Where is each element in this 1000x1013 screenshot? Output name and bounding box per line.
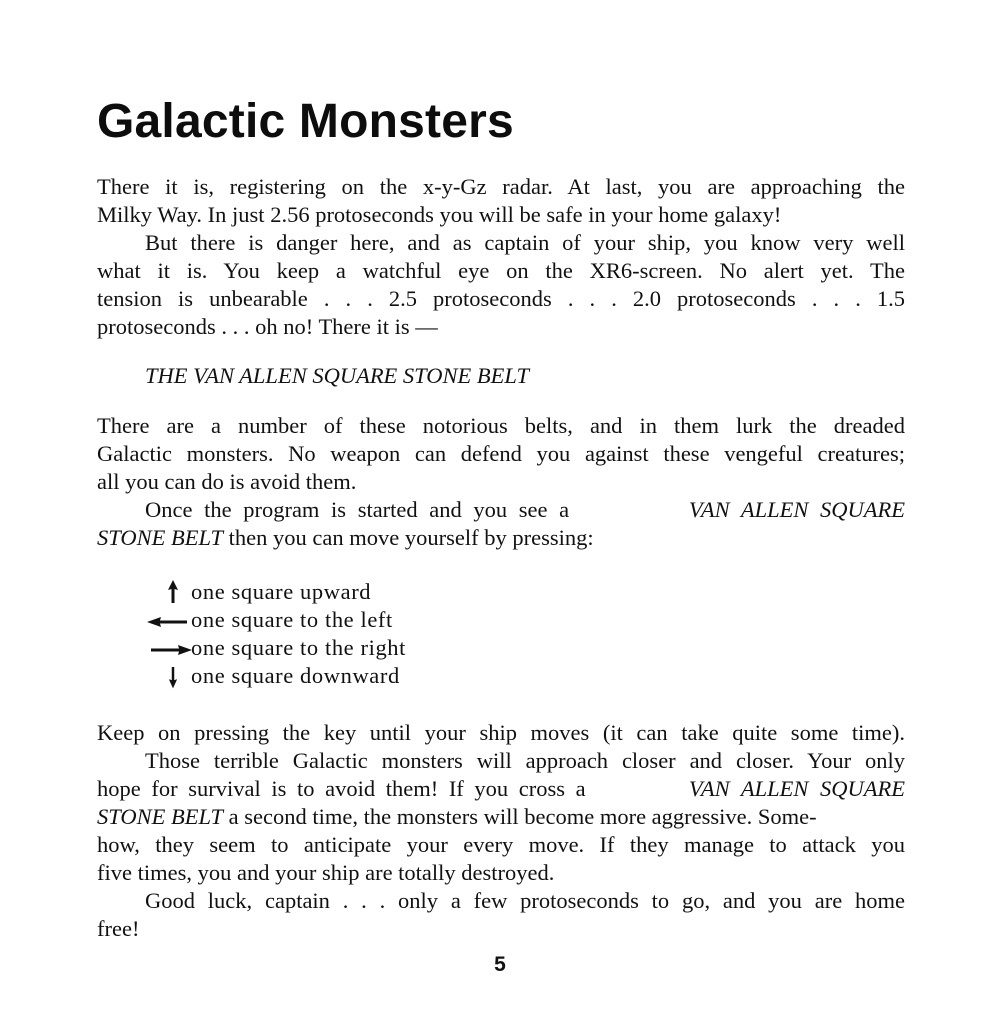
closing-line-2: free! bbox=[97, 916, 140, 941]
page-title: Galactic Monsters bbox=[97, 95, 514, 148]
belts-line-2: Galactic monsters. No weapon can defend you against these vengeful creatures; bbox=[97, 441, 905, 466]
arrow-down-icon bbox=[165, 662, 181, 690]
monsters-line-1: Those terrible Galactic monsters will approach closer and closer. Your only bbox=[145, 748, 905, 773]
danger-line-1: But there is danger here, and as captain of your ship, you know very well bbox=[145, 230, 905, 255]
monsters-belt-name: VAN ALLEN SQUARE bbox=[688, 776, 905, 801]
control-item-left bbox=[145, 606, 465, 634]
monsters-line-2-text: hope for survival is to avoid them! If you cross a bbox=[97, 776, 586, 801]
danger-line-4: protoseconds . . . oh no! There it is — bbox=[97, 314, 438, 339]
intro-line-2: Milky Way. In just 2.56 protoseconds you will be safe in your home galaxy! bbox=[97, 202, 782, 227]
control-label: one square upward bbox=[191, 579, 372, 604]
intro-line-1: There it is, registering on the x-y-Gz radar. At last, you are approaching the bbox=[97, 174, 905, 199]
controls-list bbox=[145, 578, 465, 690]
monsters-line-3 bbox=[97, 803, 905, 830]
arrow-right-icon bbox=[149, 634, 193, 662]
belts-line-1: There are a number of these notorious belts, and in them lurk the dreaded bbox=[97, 413, 905, 438]
monsters-line-5: five times, you and your ship are totally destroyed. bbox=[97, 860, 555, 885]
control-label: one square downward bbox=[191, 663, 400, 688]
controls-intro-belt-name-2: STONE BELT bbox=[97, 525, 224, 550]
controls-intro-text-2: then you can move yourself by pressing: bbox=[223, 525, 594, 550]
control-item-right bbox=[145, 634, 465, 662]
controls-intro-line-2 bbox=[97, 524, 905, 551]
monsters-line-2 bbox=[97, 775, 905, 802]
belts-line-3: all you can do is avoid them. bbox=[97, 469, 357, 494]
section-subheading: THE VAN ALLEN SQUARE STONE BELT bbox=[145, 363, 529, 388]
controls-intro-belt-name: VAN ALLEN SQUARE bbox=[688, 497, 905, 522]
control-item-down bbox=[145, 662, 465, 690]
arrow-left-icon bbox=[145, 606, 189, 634]
control-item-up bbox=[145, 578, 465, 606]
page-number: 5 bbox=[494, 953, 506, 976]
monsters-line-4: how, they seem to anticipate your every move. If they manage to attack you bbox=[97, 832, 905, 857]
closing-line-1: Good luck, captain . . . only a few protoseconds to go, and you are home bbox=[145, 888, 905, 913]
monsters-belt-name-2: STONE BELT bbox=[97, 804, 224, 829]
keep-pressing-line: Keep on pressing the key until your ship moves (it can take quite some time). bbox=[97, 720, 905, 745]
arrow-up-icon bbox=[165, 578, 181, 606]
monsters-line-3-text: a second time, the monsters will become more aggressive. Some- bbox=[223, 804, 817, 829]
controls-intro-text: Once the program is started and you see a bbox=[145, 497, 570, 522]
danger-line-3: tension is unbearable . . . 2.5 protoseconds . . . 2.0 protoseconds . . . 1.5 bbox=[97, 286, 905, 311]
controls-intro-line-1 bbox=[145, 496, 905, 523]
danger-line-2: what it is. You keep a watchful eye on the XR6-screen. No alert yet. The bbox=[97, 258, 905, 283]
control-label: one square to the left bbox=[191, 607, 393, 632]
control-label: one square to the right bbox=[191, 635, 406, 660]
